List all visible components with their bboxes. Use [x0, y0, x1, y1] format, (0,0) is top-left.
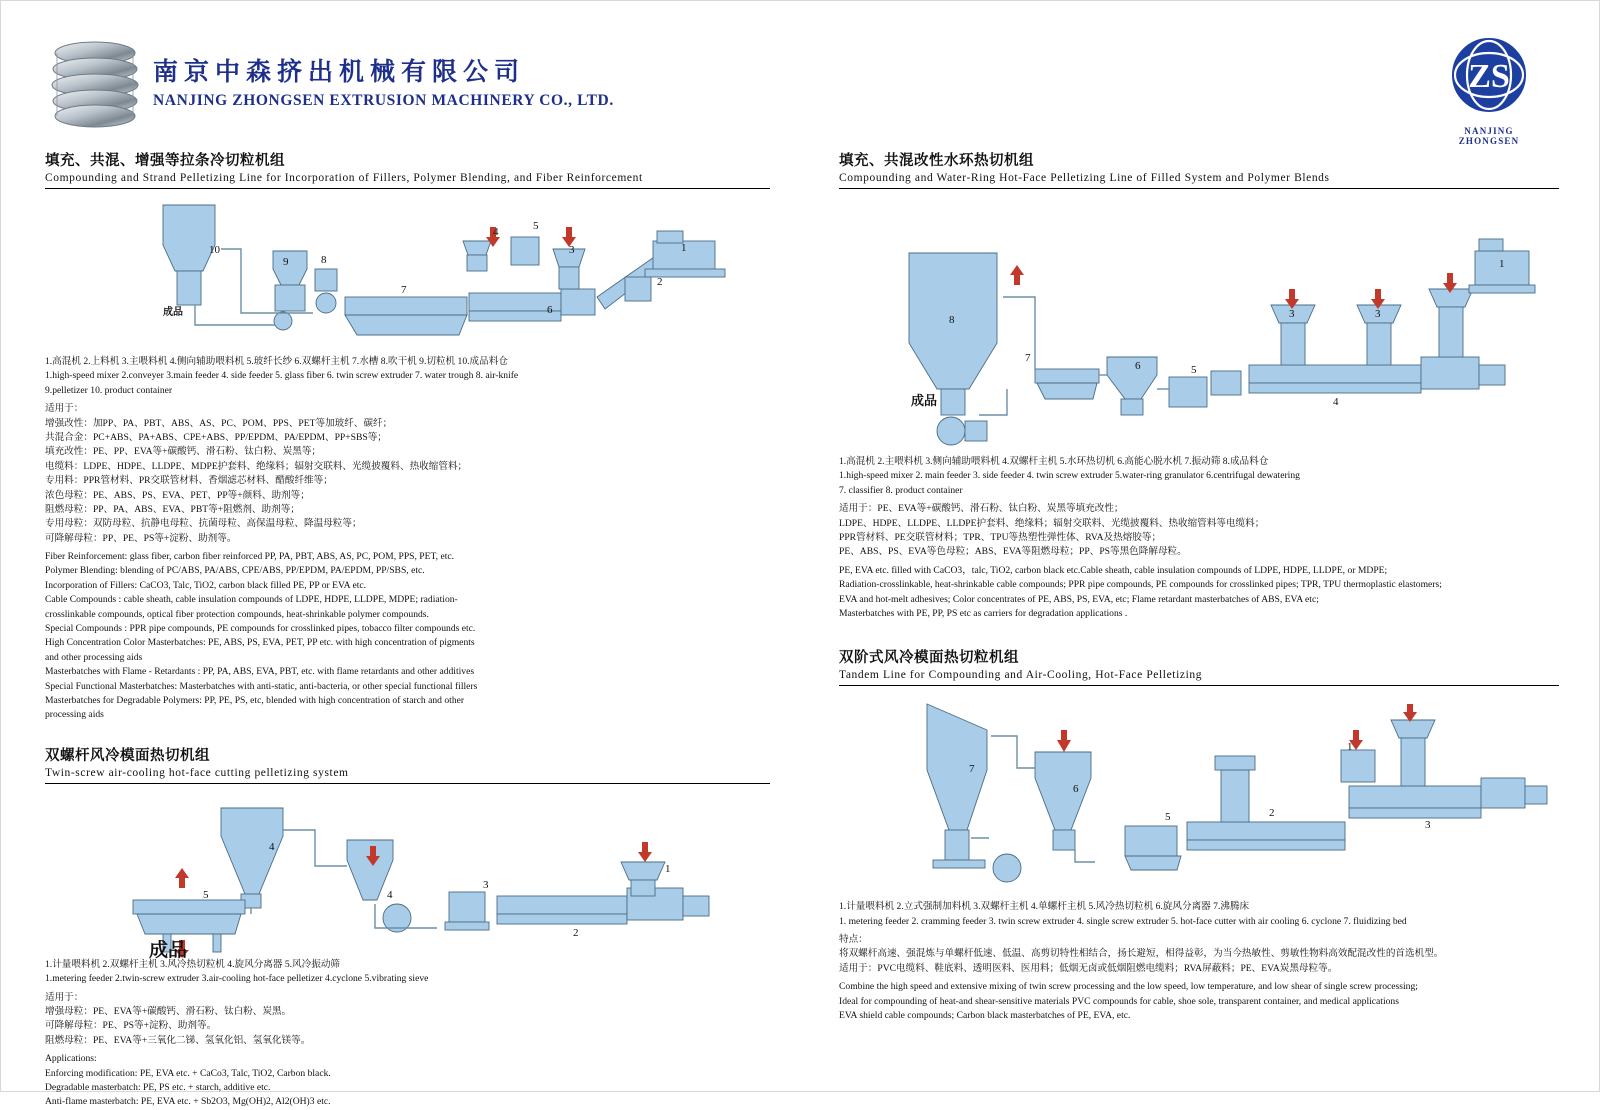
- app-line: PE、ABS、PS、EVA等色母粒；ABS、EVA等阻燃母粒；PP、PS等黑色降解母粒。: [839, 546, 1187, 558]
- app-line: Special Compounds : PPR pipe compounds, PE compounds for crosslinked pipes, tobacco filter compounds etc.: [45, 623, 476, 635]
- svg-text:4: 4: [493, 226, 499, 238]
- svg-text:3: 3: [1375, 308, 1381, 320]
- svg-text:6: 6: [1135, 360, 1141, 372]
- page-header: [1, 1, 1600, 146]
- legend-cn: 1.计量喂料机 2.立式强制加料机 3.双螺杆主机 4.单螺杆主机 5.风冷热切粒机 6.旋风分离器 7.沸腾床: [839, 901, 1250, 913]
- section-tandem-line: [839, 646, 1559, 1023]
- app-line: 共混合金：PC+ABS、PA+ABS、CPE+ABS、PP/EPDM、PA/EPDM、PP+SBS等；: [45, 431, 387, 443]
- svg-text:1: 1: [1499, 258, 1505, 270]
- app-line: LDPE、HDPE、LLDPE、LLDPE护套料、绝缘料；辐射交联料、光缆披覆料、热收缩管料等电缆料；: [839, 517, 1265, 529]
- app-line: PPR管材料、PE交联管材料；TPR、TPU等热塑性弹性体、RVA及热熔胶等；: [839, 531, 1162, 543]
- svg-text:5: 5: [1191, 364, 1197, 376]
- app-line: 适用于：PE、EVA等+碳酸钙、滑石粉、钛白粉、炭黑等填充改性；: [839, 503, 1124, 515]
- legend-en-1: 1.high-speed mixer 2. main feeder 3. side feeder 4. twin screw extruder 5.water-ring granulator 6.centrifugal dewatering: [839, 470, 1300, 482]
- app-line: PE, EVA etc. filled with CaCO3，talc, TiO2, carbon black etc.Cable sheath, cable insulation compounds of LDPE, HDPE, LLDPE, or MDPE;: [839, 564, 1388, 576]
- section-title-cn: 双螺杆风冷模面热切机组: [45, 747, 210, 764]
- brand-logo-label: NANJING ZHONGSEN: [1458, 126, 1520, 146]
- app-line: 增强改性：加PP、PA、PBT、ABS、AS、PC、POM、PPS、PET等加玻纤、碳纤；: [45, 417, 393, 429]
- legend-en-1: 1.high-speed mixer 2.conveyer 3.main feeder 4. side feeder 5. glass fiber 6. twin screw extruder 7. water trough 8. air-knife: [45, 370, 519, 382]
- applications-cn-strand: [45, 402, 770, 546]
- svg-text:1: 1: [1347, 741, 1353, 754]
- app-line: Enforcing modification: PE, EVA etc. + CaCo3, Talc, TiO2, Carbon black.: [45, 1067, 331, 1079]
- svg-text:2: 2: [573, 926, 579, 939]
- svg-text:3: 3: [1289, 308, 1295, 320]
- legend-cn: 1.计量喂料机 2.双螺杆主机 3.风冷热切粒机 4.旋风分离器 5.风冷振动筛: [45, 958, 341, 970]
- svg-text:10: 10: [209, 244, 220, 256]
- app-line: 适用于：PVC电缆料、鞋底料、透明医料、医用料；低烟无卤或低烟阻燃电缆料；RVA屏蔽料；PE、EVA炭黑母粒等。: [839, 962, 1338, 974]
- app-line: 专用母粒：双防母粒、抗静电母粒、抗菌母粒、高保温母粒、降温母粒等；: [45, 518, 362, 530]
- app-line: 特点：: [839, 934, 868, 946]
- diagram-tandem-line: [839, 690, 1559, 900]
- app-line: 电缆料：LDPE、HDPE、LLDPE、MDPE护套料、绝缘料；辐射交联料、光缆披覆料、热收缩管料；: [45, 460, 468, 472]
- section-title-en: Compounding and Water-Ring Hot-Face Pelletizing Line of Filled System and Polymer Blends: [839, 172, 1330, 184]
- app-line: Degradable masterbatch: PE, PS etc. + starch, additive etc.: [45, 1081, 271, 1093]
- legend-cn: 1.高混机 2.主喂料机 3.侧向辅助喂料机 4.双螺杆主机 5.水环热切机 6.高能心脱水机 7.振动筛 8.成品料仓: [839, 456, 1269, 467]
- svg-text:3: 3: [1425, 819, 1431, 832]
- section-title-cn: 填充、共混、增强等拉条冷切粒机组: [45, 153, 285, 169]
- app-line: 适用于：: [45, 403, 84, 415]
- legend-tandem: [839, 900, 1559, 929]
- svg-text:5: 5: [533, 220, 539, 232]
- svg-text:7: 7: [401, 284, 407, 296]
- svg-text:4: 4: [269, 840, 275, 853]
- svg-text:2: 2: [1269, 807, 1275, 820]
- right-column: [839, 149, 1559, 1023]
- app-line: 增强母粒：PE、EVA等+碳酸钙、滑石粉、钛白粉、炭黑。: [45, 1005, 292, 1017]
- section-title-en: Compounding and Strand Pelletizing Line for Incorporation of Fillers, Polymer Blending, and Fiber Reinforcement: [45, 172, 643, 184]
- app-line: Combine the high speed and extensive mixing of twin screw processing and the low speed, low temperature, and low shear of single screw processing;: [839, 981, 1418, 993]
- svg-text:6: 6: [547, 304, 553, 316]
- section-title-en: Tandem Line for Compounding and Air-Cooling, Hot-Face Pelletizing: [839, 669, 1203, 682]
- app-line: Applications:: [45, 1053, 97, 1065]
- svg-text:9: 9: [283, 256, 289, 268]
- divider: [839, 188, 1559, 189]
- section-title-en: Twin-screw air-cooling hot-face cutting pelletizing system: [45, 766, 349, 779]
- divider: [45, 188, 770, 189]
- app-line: Masterbatches with Flame - Retardants : PP, PA, ABS, EVA, PBT, etc. with flame retardants and other additives: [45, 666, 475, 678]
- company-name-en: NANJING ZHONGSEN EXTRUSION MACHINERY CO., LTD.: [153, 91, 614, 109]
- app-line: 可降解母粒：PP、PE、PS等+淀粉、助剂等。: [45, 532, 237, 544]
- app-line: Cable Compounds : cable sheath, cable insulation compounds of LDPE, HDPE, LLDPE, MDPE; radiation-: [45, 594, 458, 606]
- legend-en-2: 9.pelletizer 10. product container: [45, 384, 173, 396]
- divider: [839, 685, 1559, 686]
- app-line: Fiber Reinforcement: glass fiber, carbon fiber reinforced PP, PA, PBT, ABS, AS, PC, POM, PPS, PET, etc.: [45, 551, 455, 563]
- app-line: Ideal for compounding of heat-and shear-sensitive materials PVC compounds for cable, shoe sole, transparent container, and medical applications: [839, 995, 1399, 1007]
- applications-cn-water-ring: [839, 502, 1559, 560]
- applications-en-strand: [45, 550, 770, 723]
- applications-cn-air-cooling: [45, 991, 770, 1049]
- section-air-cooling-hot-face: [45, 744, 770, 1110]
- svg-text:3: 3: [483, 878, 489, 891]
- app-line: 填充改性：PE、PP、EVA等+碳酸钙、滑石粉、钛白粉、炭黑等；: [45, 446, 322, 458]
- section-water-ring: [839, 149, 1559, 621]
- diagram-finished-label: 成品: [911, 393, 938, 408]
- legend-cn: 1.高混机 2.上料机 3.主喂料机 4.侧向辅助喂料机 5.玻纤长纱 6.双螺杆主机 7.水槽 8.吹干机 9.切粒机 10.成品料仓: [45, 356, 508, 367]
- section-strand-pelletizing: [45, 149, 770, 723]
- legend-en-1: 1.metering feeder 2.twin-screw extruder 3.air-cooling hot-face pelletizer 4.cyclone 5.vibrating sieve: [45, 973, 429, 985]
- app-line: Radiation-crosslinkable, heat-shrinkable cable compounds; PPR pipe compounds, PE compounds for crosslinked pipes; TPR, TPU thermoplastic elastomers;: [839, 579, 1442, 591]
- divider: [45, 783, 770, 784]
- app-line: processing aids: [45, 709, 104, 721]
- app-line: Masterbatches for Degradable Polymers: PP, PE, PS, etc, blended with high concentration of starch and other: [45, 694, 465, 706]
- svg-text:ZS: ZS: [1468, 58, 1510, 95]
- app-line: and other processing aids: [45, 651, 143, 663]
- svg-text:1: 1: [681, 242, 687, 254]
- left-column: [45, 149, 770, 1110]
- legend-air-cooling: [45, 958, 770, 987]
- svg-text:7: 7: [969, 763, 975, 776]
- svg-text:8: 8: [321, 254, 327, 266]
- svg-text:5: 5: [203, 888, 209, 901]
- legend-strand: [45, 355, 770, 398]
- app-line: High Concentration Color Masterbatches: PE, ABS, PS, EVA, PET, PP etc. with high concentration of pigments: [45, 637, 475, 649]
- svg-text:5: 5: [1165, 811, 1171, 824]
- app-line: 专用料：PPR管材料、PR交联管材料、香烟滤芯材料、醋酸纤维等；: [45, 475, 333, 487]
- diagram-water-ring: [839, 193, 1559, 455]
- features-cn-tandem: [839, 933, 1559, 976]
- svg-text:4: 4: [387, 888, 393, 901]
- diagram-finished-label: 成品: [163, 307, 183, 318]
- svg-text:7: 7: [1025, 352, 1031, 364]
- svg-text:6: 6: [1073, 783, 1079, 796]
- app-line: 阻燃母粒：PE、EVA等+三氧化二锑、氢氧化铝、氢氧化镁等。: [45, 1034, 311, 1046]
- applications-en-air-cooling: [45, 1052, 770, 1110]
- legend-en-2: 7. classifier 8. product container: [839, 484, 963, 496]
- diagram-strand-pelletizing: [45, 193, 770, 355]
- svg-text:2: 2: [657, 276, 663, 288]
- svg-text:3: 3: [569, 244, 575, 256]
- diagram-finished-label: 成品: [149, 939, 188, 961]
- app-line: Special Functional Masterbatches: Masterbatches with anti-static, anti-bacteria, or other special functional fillers: [45, 680, 478, 692]
- diagram-air-cooling: [45, 788, 770, 961]
- svg-text:1: 1: [665, 862, 671, 875]
- legend-water-ring: [839, 455, 1559, 498]
- app-line: EVA shield cable compounds; Carbon black masterbatches of PE, EVA, etc.: [839, 1010, 1131, 1022]
- section-title-cn: 填充、共混改性水环热切机组: [839, 153, 1034, 169]
- app-line: 适用于：: [45, 991, 84, 1003]
- company-name: [153, 59, 614, 110]
- app-line: 将双螺杆高速、强混炼与单螺杆低速、低温、高剪切特性相结合，扬长避短，相得益彰，为当今热敏性、剪敏性物料高效配混改性的首选机型。: [839, 948, 1444, 960]
- app-line: 阻燃母粒：PP、PA、ABS、EVA、PBT等+阻燃剂、助剂等；: [45, 503, 300, 515]
- app-line: Incorporation of Fillers: CaCO3, Talc, TiO2, carbon black filled PE, PP or EVA etc.: [45, 579, 367, 591]
- app-line: Masterbatches with PE, PP, PS etc as carriers for degradation applications .: [839, 607, 1128, 619]
- app-line: 可降解母粒：PE、PS等+淀粉、助剂等。: [45, 1020, 217, 1032]
- app-line: Polymer Blending: blending of PC/ABS, PA/ABS, CPE/ABS, PP/EPDM, PA/EPDM, PP/SBS, etc.: [45, 565, 425, 577]
- app-line: Anti-flame masterbatch: PE, EVA etc. + Sb2O3, Mg(OH)2, Al2(OH)3 etc.: [45, 1096, 331, 1108]
- svg-text:4: 4: [1333, 396, 1339, 408]
- company-name-cn: 南京中森挤出机械有限公司: [153, 59, 526, 86]
- features-en-tandem: [839, 980, 1559, 1023]
- brand-logo: [1435, 35, 1543, 146]
- screw-coil-icon: [47, 39, 143, 129]
- applications-en-water-ring: [839, 564, 1559, 622]
- legend-en-1: 1. metering feeder 2. cramming feeder 3. twin screw extruder 4. single screw extruder 5. hot-face cutter with air cooling 6. cyclone 7. fluidizing bed: [839, 915, 1407, 927]
- app-line: EVA and hot-melt adhesives; Color concentrates of PE, ABS, PS, EVA, etc; Flame retardant masterbatches of ABS, EVA etc;: [839, 593, 1319, 605]
- app-line: 浓色母粒：PE、ABS、PS、EVA、PET、PP等+颜料、助剂等；: [45, 489, 310, 501]
- section-title-cn: 双阶式风冷模面热切粒机组: [839, 650, 1019, 667]
- app-line: crosslinkable compounds, optical fiber protection compounds, heat-shrinkable polymer compounds.: [45, 608, 429, 620]
- svg-text:8: 8: [949, 314, 955, 326]
